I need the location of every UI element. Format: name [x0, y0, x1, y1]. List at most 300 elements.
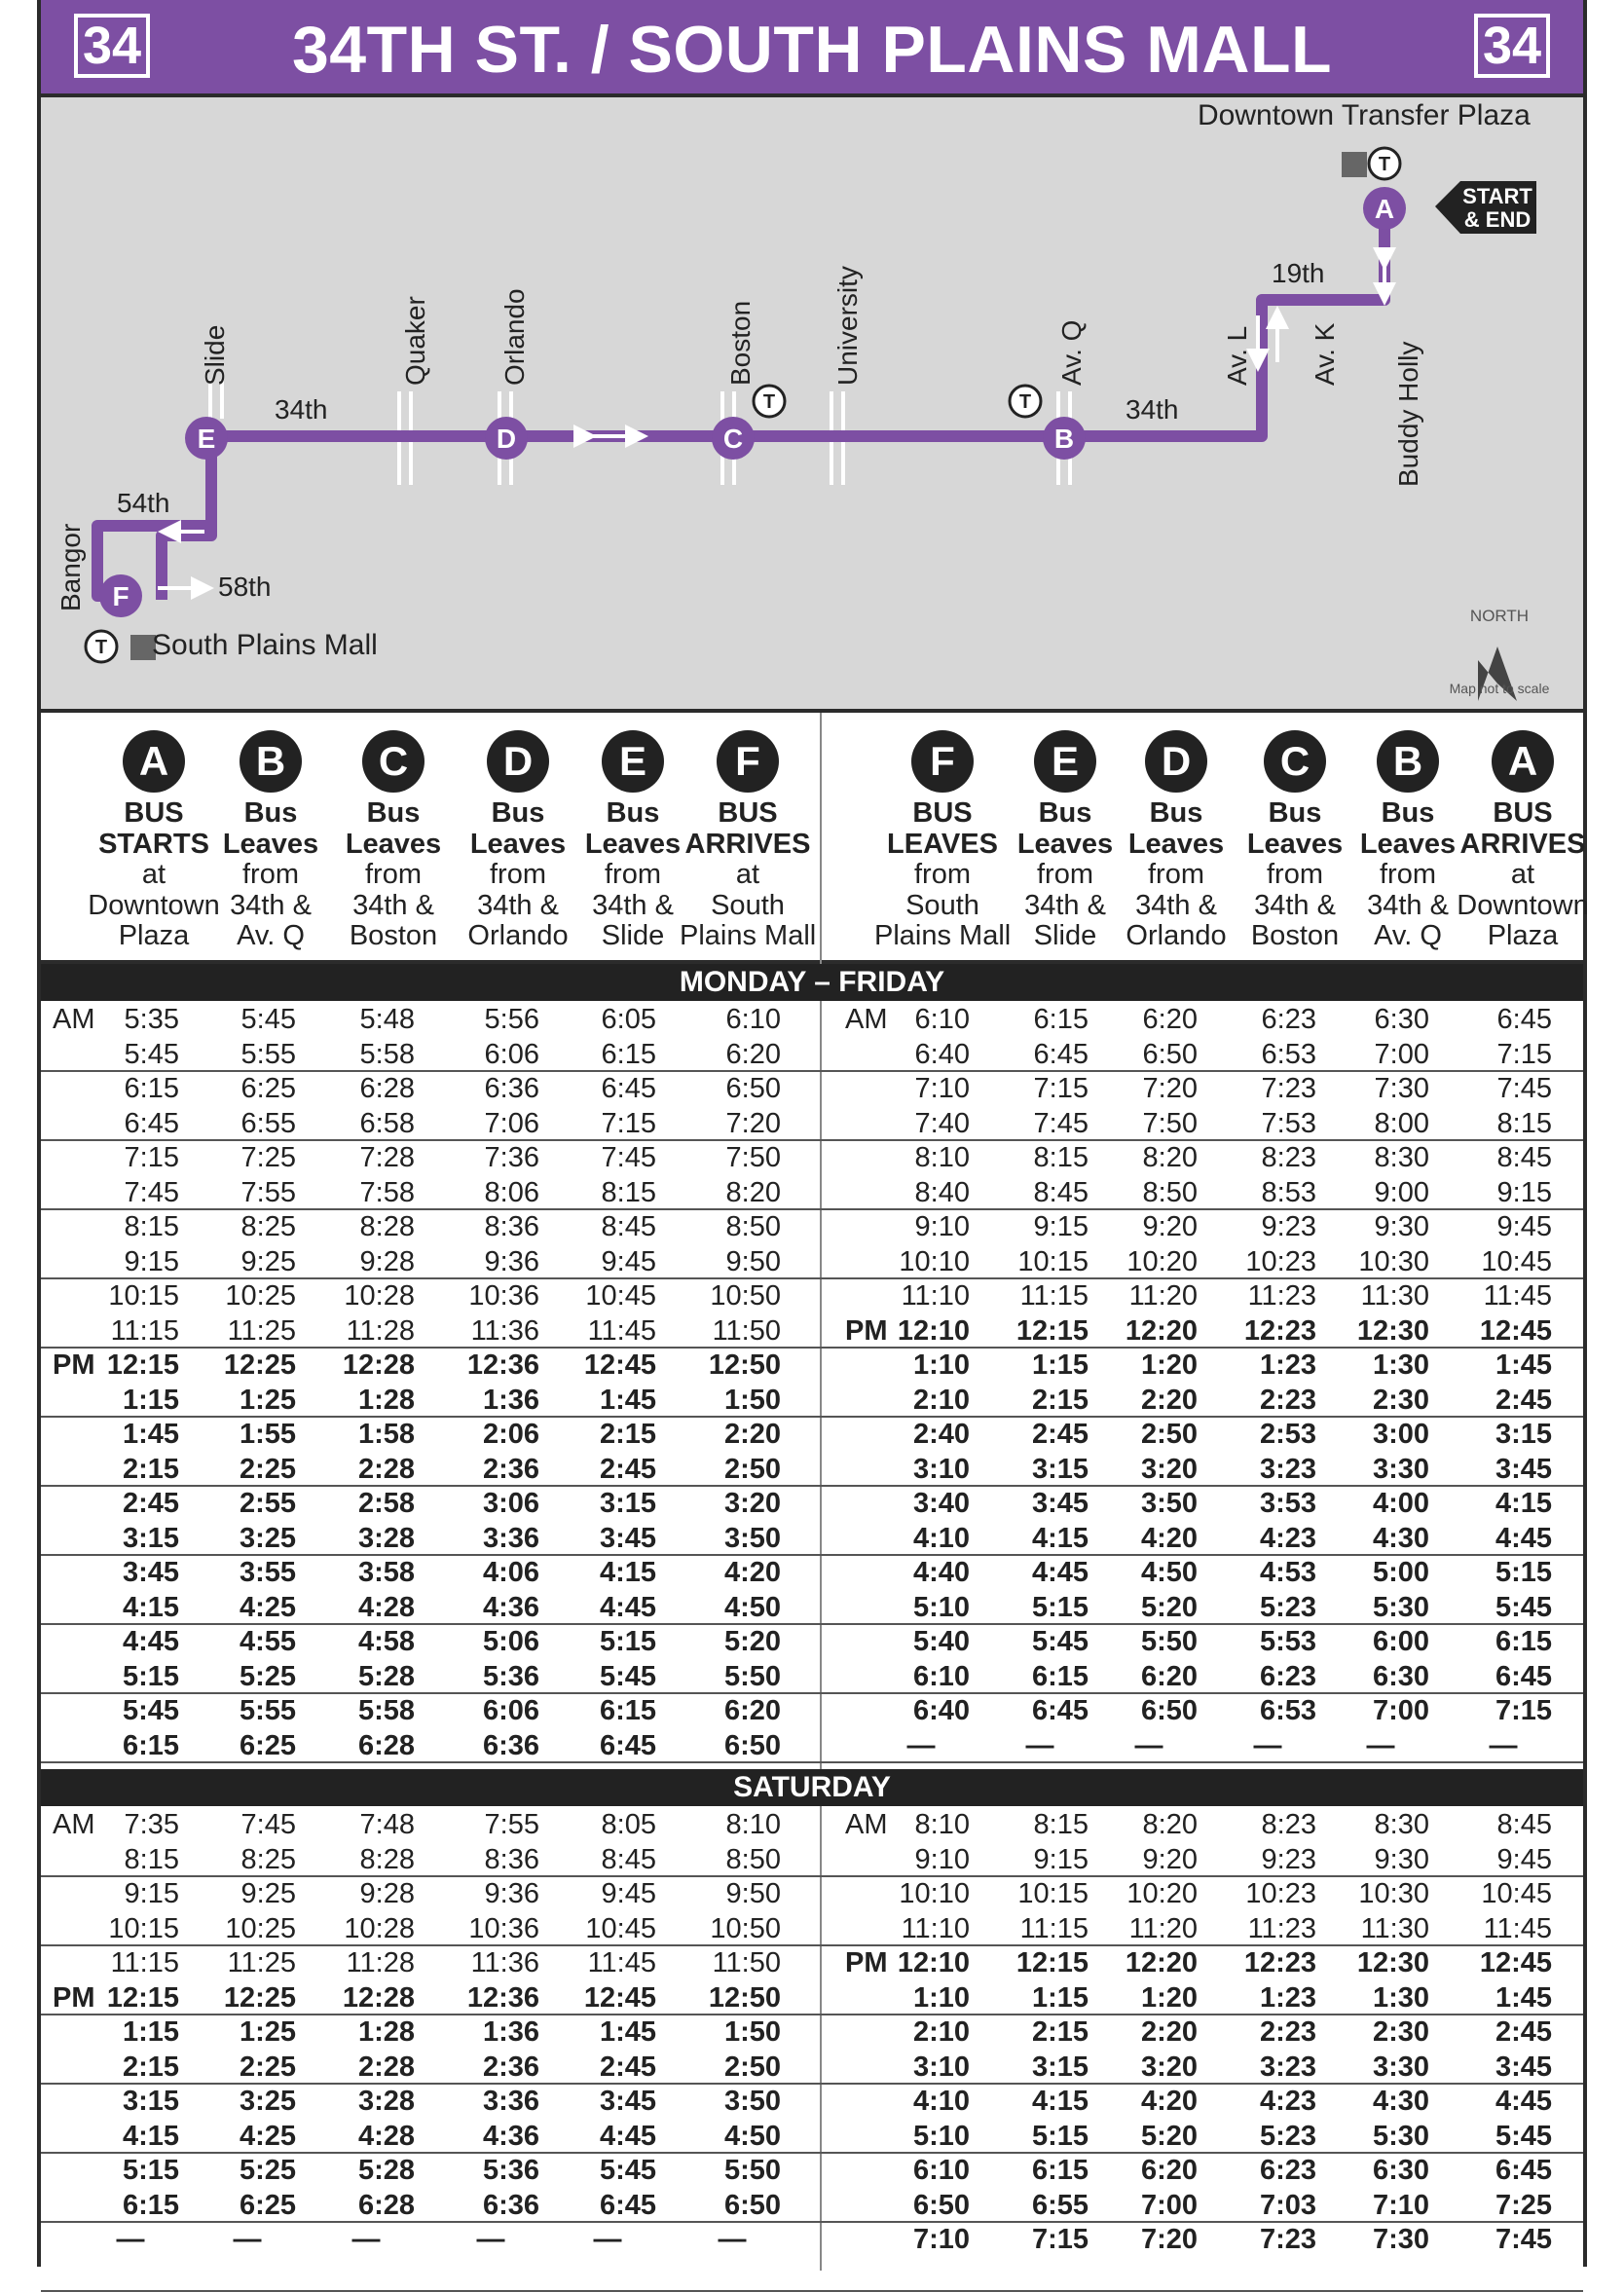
outbound-time-cell: 12:36 — [466, 1981, 539, 2014]
inbound-time-cell: — — [1025, 1729, 1054, 1761]
header-line: at — [141, 859, 166, 890]
inbound-time-cell: 7:53 — [1261, 1107, 1316, 1139]
outbound-time-cell: 6:45 — [601, 1073, 656, 1104]
section-title: SATURDAY — [41, 1769, 1583, 1806]
outbound-time-cell: 3:36 — [482, 2086, 539, 2117]
outbound-time-cell: 6:15 — [122, 2189, 179, 2221]
inbound-time-cell: 6:10 — [912, 1660, 970, 1692]
inbound-time-cell: 3:30 — [1372, 2051, 1429, 2083]
inbound-time-cell: 4:20 — [1140, 1522, 1198, 1554]
outbound-time-cell: 11:15 — [110, 1947, 179, 1978]
stop-letter-badge: E — [1034, 730, 1096, 793]
street-quaker: Quaker — [400, 296, 430, 386]
inbound-time-cell: 4:45 — [1495, 1522, 1552, 1554]
inbound-time-cell: 5:40 — [912, 1626, 970, 1657]
outbound-time-cell: 9:28 — [359, 1245, 415, 1277]
am-label: AM — [845, 1809, 888, 1840]
header-line: Plains Mall — [874, 920, 1012, 951]
inbound-time-cell: 5:53 — [1259, 1626, 1316, 1657]
inbound-time-cell: 5:30 — [1372, 1591, 1429, 1623]
page-title: 34TH ST. / SOUTH PLAINS MALL — [291, 13, 1333, 87]
outbound-header-b — [203, 730, 339, 952]
stop-letter-badge: F — [911, 730, 974, 793]
inbound-time-cell: 4:50 — [1140, 1557, 1198, 1588]
header-line: from — [365, 859, 422, 890]
inbound-time-cell: 7:25 — [1495, 2189, 1552, 2221]
inbound-time-cell: 7:40 — [914, 1107, 970, 1139]
inbound-time-cell: 10:45 — [1481, 1878, 1552, 1909]
outbound-time-cell: 7:28 — [359, 1142, 415, 1173]
header-line: ARRIVES — [684, 828, 811, 860]
inbound-time-cell: 12:10 — [897, 1947, 970, 1978]
outbound-time-cell: 5:06 — [482, 1626, 539, 1657]
outbound-time-cell: 2:15 — [122, 2051, 179, 2083]
outbound-time-cell: 8:36 — [484, 1211, 539, 1242]
outbound-time-cell: 10:36 — [468, 1912, 539, 1944]
inbound-time-cell: 7:00 — [1140, 2189, 1198, 2221]
inbound-time-cell: 10:20 — [1126, 1878, 1198, 1909]
inbound-time-cell: 7:45 — [1033, 1107, 1089, 1139]
outbound-time-cell: 9:45 — [601, 1245, 656, 1277]
route-map — [41, 97, 1583, 713]
inbound-time-cell: 4:23 — [1259, 1522, 1316, 1554]
inbound-time-cell: 7:20 — [1140, 2224, 1198, 2255]
inbound-time-cell: — — [1366, 1729, 1395, 1761]
outbound-time-cell: 10:36 — [468, 1280, 539, 1312]
outbound-time-cell: 4:45 — [599, 2120, 656, 2152]
svg-text:T: T — [1378, 154, 1391, 175]
header-line: Downtown — [88, 889, 220, 921]
outbound-time-cell: 11:25 — [227, 1947, 296, 1978]
inbound-time-cell: 6:53 — [1261, 1038, 1316, 1070]
inbound-time-cell: 4:45 — [1031, 1557, 1089, 1588]
stop-letter-badge: C — [362, 730, 424, 793]
outbound-time-cell: 6:25 — [240, 1073, 296, 1104]
outbound-time-cell: 7:36 — [484, 1142, 539, 1173]
inbound-time-cell: 6:15 — [1031, 2155, 1089, 2186]
outbound-time-cell: 2:25 — [239, 1453, 296, 1485]
inbound-time-cell: 4:20 — [1140, 2086, 1198, 2117]
inbound-time-cell: 9:10 — [914, 1843, 970, 1875]
outbound-time-cell: 4:55 — [239, 1626, 296, 1657]
inbound-time-cell: 1:23 — [1259, 1981, 1316, 2014]
outbound-time-cell: 1:58 — [357, 1419, 415, 1450]
inbound-time-cell: 11:20 — [1128, 1280, 1198, 1312]
outbound-time-cell: 8:25 — [240, 1843, 296, 1875]
outbound-header-a — [86, 730, 222, 952]
inbound-time-cell: 6:10 — [914, 1004, 970, 1035]
outbound-time-cell: 8:50 — [725, 1211, 781, 1242]
outbound-time-cell: 7:25 — [240, 1142, 296, 1173]
outbound-time-cell: 6:36 — [484, 1073, 539, 1104]
outbound-header-c — [325, 730, 461, 952]
inbound-time-cell: 12:15 — [1015, 1314, 1089, 1347]
route-number-badge-right: 34 — [1474, 14, 1550, 78]
outbound-time-cell: 3:28 — [357, 2086, 415, 2117]
header-line: Leaves — [345, 828, 442, 860]
outbound-time-cell: 6:25 — [239, 1729, 296, 1761]
inbound-time-cell: 4:15 — [1031, 2086, 1089, 2117]
header-line: Boston — [349, 920, 438, 951]
outbound-time-cell: 2:45 — [122, 1488, 179, 1519]
outbound-time-cell: — — [351, 2224, 381, 2255]
downtown-label: Downtown Transfer Plaza — [1198, 99, 1531, 131]
header-line: Leaves — [469, 828, 567, 860]
outbound-time-cell: 5:35 — [124, 1004, 179, 1035]
outbound-time-cell: 10:15 — [108, 1280, 179, 1312]
inbound-time-cell: 5:15 — [1031, 1591, 1089, 1623]
inbound-time-cell: 11:30 — [1360, 1912, 1429, 1944]
outbound-time-cell: 6:58 — [359, 1107, 415, 1139]
outbound-time-cell: 4:50 — [723, 1591, 781, 1623]
outbound-time-cell: 4:20 — [723, 1557, 781, 1588]
outbound-time-cell: 12:50 — [708, 1349, 781, 1381]
inbound-time-cell: 8:50 — [1142, 1176, 1198, 1208]
inbound-time-cell: 8:15 — [1033, 1142, 1089, 1173]
inbound-time-cell: 10:20 — [1126, 1245, 1198, 1277]
inbound-time-cell: 12:15 — [1015, 1947, 1089, 1978]
inbound-time-cell: 3:10 — [912, 2051, 970, 2083]
route-number-badge-left: 34 — [74, 14, 150, 78]
header-line: ARRIVES — [1459, 828, 1586, 860]
outbound-time-cell: 10:28 — [344, 1280, 415, 1312]
street-34th-west: 34th — [275, 394, 328, 425]
street-slide: Slide — [200, 324, 230, 386]
inbound-time-cell: 11:20 — [1128, 1912, 1198, 1944]
header-line: BUS — [718, 797, 778, 829]
inbound-time-cell: 8:20 — [1142, 1142, 1198, 1173]
header-line: LEAVES — [887, 828, 998, 860]
inbound-time-cell: 3:23 — [1259, 2051, 1316, 2083]
outbound-time-cell: 3:20 — [723, 1488, 781, 1519]
inbound-time-cell: 12:20 — [1125, 1947, 1198, 1978]
outbound-time-cell: 6:28 — [359, 1073, 415, 1104]
stop-letter-badge: A — [123, 730, 185, 793]
outbound-time-cell: 1:50 — [723, 1384, 781, 1416]
outbound-time-cell: 9:25 — [240, 1878, 296, 1909]
outbound-time-cell: 6:45 — [599, 2189, 656, 2221]
header-line: Downtown — [1457, 889, 1589, 921]
outbound-time-cell: 12:25 — [223, 1981, 296, 2014]
outbound-time-cell: 4:25 — [239, 1591, 296, 1623]
outbound-time-cell: 5:50 — [723, 1660, 781, 1692]
outbound-time-cell: 5:58 — [357, 1695, 415, 1726]
inbound-time-cell: 6:45 — [1496, 1004, 1552, 1035]
inbound-time-cell: 6:50 — [1140, 1695, 1198, 1726]
inbound-time-cell: 3:53 — [1259, 1488, 1316, 1519]
header-line: Bus — [1038, 797, 1092, 829]
outbound-time-cell: 11:45 — [587, 1314, 656, 1347]
inbound-time-cell: 4:30 — [1372, 1522, 1429, 1554]
inbound-time-cell: 7:30 — [1372, 2224, 1429, 2255]
street-bangor: Bangor — [55, 523, 86, 611]
inbound-time-cell: 1:20 — [1140, 1981, 1198, 2014]
inbound-time-cell: 2:45 — [1495, 2016, 1552, 2048]
inbound-time-cell: 6:10 — [912, 2155, 970, 2186]
inbound-time-cell: 3:15 — [1031, 1453, 1089, 1485]
outbound-header-f — [680, 730, 816, 952]
inbound-time-cell: 11:10 — [901, 1912, 970, 1944]
inbound-time-cell: 8:30 — [1374, 1809, 1429, 1840]
inbound-time-cell: 6:15 — [1031, 1660, 1089, 1692]
outbound-time-cell: 7:20 — [725, 1107, 781, 1139]
stop-letter-badge: F — [717, 730, 779, 793]
outbound-time-cell: 8:50 — [725, 1843, 781, 1875]
inbound-time-cell: 3:20 — [1140, 1453, 1198, 1485]
inbound-time-cell: 5:45 — [1495, 1591, 1552, 1623]
header-line: South — [905, 889, 979, 921]
inbound-time-cell: 2:30 — [1372, 1384, 1429, 1416]
outbound-time-cell: 3:15 — [122, 2086, 179, 2117]
outbound-time-cell: 2:15 — [122, 1453, 179, 1485]
inbound-time-cell: — — [1489, 1729, 1518, 1761]
outbound-time-cell: 8:45 — [601, 1843, 656, 1875]
inbound-time-cell: 4:00 — [1372, 1488, 1429, 1519]
inbound-time-cell: 4:15 — [1495, 1488, 1552, 1519]
inbound-time-cell: 3:00 — [1372, 1419, 1429, 1450]
header-line: Bus — [366, 797, 421, 829]
outbound-time-cell: 6:06 — [482, 1695, 539, 1726]
header-bar — [41, 0, 1583, 97]
inbound-time-cell: 9:15 — [1033, 1843, 1089, 1875]
header-line: 34th & — [1254, 889, 1336, 921]
outbound-time-cell: 6:36 — [482, 1729, 539, 1761]
outbound-time-cell: 5:55 — [240, 1038, 296, 1070]
end-label: & END — [1463, 207, 1532, 232]
outbound-time-cell: 2:50 — [723, 1453, 781, 1485]
outbound-time-cell: 9:45 — [601, 1878, 656, 1909]
outbound-time-cell: 5:28 — [357, 2155, 415, 2186]
header-line: BUS — [1493, 797, 1553, 829]
outbound-time-cell: 3:15 — [122, 1522, 179, 1554]
inbound-time-cell: 1:15 — [1031, 1349, 1089, 1381]
outbound-time-cell: 1:28 — [357, 2016, 415, 2048]
outbound-time-cell: 5:45 — [124, 1038, 179, 1070]
outbound-time-cell: 6:15 — [122, 1729, 179, 1761]
inbound-time-cell: 8:10 — [914, 1142, 970, 1173]
header-line: Av. Q — [1374, 920, 1442, 951]
outbound-time-cell: 11:28 — [346, 1947, 415, 1978]
outbound-time-cell: 3:50 — [723, 2086, 781, 2117]
inbound-time-cell: 3:50 — [1140, 1488, 1198, 1519]
inbound-time-cell: 7:23 — [1259, 2224, 1316, 2255]
outbound-time-cell: 10:50 — [710, 1912, 781, 1944]
inbound-time-cell: 9:15 — [1496, 1176, 1552, 1208]
start-label: START — [1462, 184, 1532, 208]
inbound-time-cell: 3:15 — [1031, 2051, 1089, 2083]
inbound-time-cell: 10:23 — [1245, 1245, 1316, 1277]
inbound-time-cell: 3:45 — [1495, 1453, 1552, 1485]
inbound-time-cell: 2:40 — [912, 1419, 970, 1450]
inbound-time-cell: 7:00 — [1372, 1695, 1429, 1726]
inbound-time-cell: 2:23 — [1259, 1384, 1316, 1416]
inbound-time-cell: 12:23 — [1243, 1947, 1316, 1978]
outbound-time-cell: 5:36 — [482, 2155, 539, 2186]
outbound-time-cell: 5:56 — [484, 1004, 539, 1035]
inbound-time-cell: 8:23 — [1261, 1809, 1316, 1840]
inbound-time-cell: 9:15 — [1033, 1211, 1089, 1242]
header-line: Bus — [491, 797, 545, 829]
outbound-time-cell: 6:45 — [599, 1729, 656, 1761]
header-line: 34th & — [1367, 889, 1449, 921]
outbound-time-cell: 2:36 — [482, 1453, 539, 1485]
inbound-time-cell: 5:20 — [1140, 2120, 1198, 2152]
inbound-time-cell: 6:20 — [1140, 2155, 1198, 2186]
inbound-time-cell: 10:15 — [1017, 1878, 1089, 1909]
inbound-header-d — [1108, 730, 1244, 952]
outbound-time-cell: 11:25 — [227, 1314, 296, 1347]
outbound-time-cell: 8:10 — [725, 1809, 781, 1840]
stop-letter-badge: D — [487, 730, 549, 793]
street-19th: 19th — [1272, 258, 1325, 288]
outbound-time-cell: 1:45 — [122, 1419, 179, 1450]
pm-label: PM — [845, 1314, 888, 1347]
column-headers — [41, 713, 1589, 964]
outbound-time-cell: 5:36 — [482, 1660, 539, 1692]
inbound-time-cell: 6:45 — [1031, 1695, 1089, 1726]
header-line: Leaves — [222, 828, 319, 860]
header-line: 34th & — [1024, 889, 1106, 921]
outbound-time-cell: 6:55 — [240, 1107, 296, 1139]
stop-b-letter: B — [1053, 424, 1075, 454]
outbound-time-cell: 4:15 — [122, 2120, 179, 2152]
outbound-time-cell: 10:15 — [108, 1912, 179, 1944]
inbound-time-cell: 9:23 — [1261, 1211, 1316, 1242]
outbound-time-cell: 4:15 — [122, 1591, 179, 1623]
outbound-time-cell: 3:50 — [723, 1522, 781, 1554]
inbound-time-cell: 3:40 — [912, 1488, 970, 1519]
outbound-time-cell: 10:25 — [225, 1912, 296, 1944]
header-line: Bus — [1381, 797, 1435, 829]
svg-text:T: T — [1018, 391, 1032, 413]
outbound-time-cell: 1:25 — [239, 1384, 296, 1416]
street-av-q: Av. Q — [1056, 319, 1087, 386]
outbound-time-cell: 5:55 — [239, 1695, 296, 1726]
outbound-time-cell: 9:25 — [240, 1245, 296, 1277]
inbound-time-cell: 12:20 — [1125, 1314, 1198, 1347]
stop-d-letter: D — [496, 424, 517, 454]
outbound-time-cell: 12:15 — [106, 1349, 179, 1381]
outbound-time-cell: 6:50 — [725, 1073, 781, 1104]
outbound-time-cell: 1:55 — [239, 1419, 296, 1450]
outbound-time-cell: 1:36 — [482, 2016, 539, 2048]
outbound-time-cell: 11:36 — [470, 1314, 539, 1347]
inbound-time-cell: 7:15 — [1496, 1038, 1552, 1070]
inbound-time-cell: 11:30 — [1360, 1280, 1429, 1312]
outbound-time-cell: 11:15 — [110, 1314, 179, 1347]
inbound-time-cell: 8:45 — [1496, 1142, 1552, 1173]
inbound-time-cell: 4:10 — [912, 1522, 970, 1554]
header-line: Leaves — [1246, 828, 1344, 860]
outbound-time-cell: 1:28 — [357, 1384, 415, 1416]
outbound-time-cell: 10:28 — [344, 1912, 415, 1944]
header-line: BUS — [912, 797, 973, 829]
inbound-time-cell: 2:30 — [1372, 2016, 1429, 2048]
am-label: AM — [53, 1809, 95, 1840]
outbound-time-cell: 6:06 — [484, 1038, 539, 1070]
outbound-time-cell: 5:25 — [239, 1660, 296, 1692]
inbound-time-cell: 7:00 — [1374, 1038, 1429, 1070]
header-line: from — [1037, 859, 1093, 890]
inbound-time-cell: 2:15 — [1031, 1384, 1089, 1416]
direction-arrows — [158, 259, 1384, 588]
inbound-time-cell: 12:23 — [1243, 1314, 1316, 1347]
outbound-time-cell: 6:28 — [357, 1729, 415, 1761]
pm-label: PM — [845, 1947, 888, 1978]
outbound-time-cell: 5:45 — [599, 2155, 656, 2186]
inbound-time-cell: 6:40 — [912, 1695, 970, 1726]
inbound-time-cell: 2:53 — [1259, 1419, 1316, 1450]
inbound-time-cell: 12:45 — [1479, 1314, 1552, 1347]
inbound-time-cell: 8:00 — [1374, 1107, 1429, 1139]
outbound-time-cell: 10:50 — [710, 1280, 781, 1312]
street-54th: 54th — [117, 488, 170, 518]
header-line: Leaves — [584, 828, 682, 860]
street-university: University — [832, 266, 863, 386]
header-line: Boston — [1250, 920, 1340, 951]
inbound-time-cell: 7:30 — [1374, 1073, 1429, 1104]
inbound-time-cell: 8:45 — [1033, 1176, 1089, 1208]
outbound-time-cell: 4:28 — [357, 1591, 415, 1623]
outbound-time-cell: 5:45 — [240, 1004, 296, 1035]
inbound-time-cell: 7:10 — [914, 1073, 970, 1104]
outbound-time-cell: 8:15 — [124, 1211, 179, 1242]
inbound-time-cell: — — [906, 1729, 936, 1761]
street-labels — [55, 99, 1531, 661]
outbound-time-cell: 3:25 — [239, 2086, 296, 2117]
inbound-time-cell: 4:15 — [1031, 1522, 1089, 1554]
header-line: Leaves — [1016, 828, 1114, 860]
outbound-time-cell: 2:36 — [482, 2051, 539, 2083]
inbound-time-cell: 9:10 — [914, 1211, 970, 1242]
inbound-time-cell: 4:40 — [912, 1557, 970, 1588]
inbound-time-cell: 5:15 — [1031, 2120, 1089, 2152]
outbound-time-cell: 5:48 — [359, 1004, 415, 1035]
outbound-time-cell: 12:28 — [342, 1981, 415, 2014]
outbound-time-cell: 6:20 — [725, 1038, 781, 1070]
svg-text:T: T — [762, 391, 776, 413]
outbound-time-cell: 5:25 — [239, 2155, 296, 2186]
header-line: Plaza — [118, 920, 190, 951]
svg-text:T: T — [94, 637, 108, 658]
outbound-time-cell: 11:45 — [587, 1947, 656, 1978]
inbound-time-cell: 5:10 — [912, 1591, 970, 1623]
inbound-time-cell: 11:10 — [901, 1280, 970, 1312]
inbound-time-cell: 6:15 — [1495, 1626, 1552, 1657]
outbound-time-cell: 12:25 — [223, 1349, 296, 1381]
outbound-time-cell: 1:25 — [239, 2016, 296, 2048]
inbound-time-cell: 9:30 — [1374, 1211, 1429, 1242]
header-line: BUS — [124, 797, 184, 829]
outbound-time-cell: 4:58 — [357, 1626, 415, 1657]
inbound-time-cell: 2:23 — [1259, 2016, 1316, 2048]
inbound-time-cell: 8:15 — [1033, 1809, 1089, 1840]
inbound-time-cell: 6:45 — [1033, 1038, 1089, 1070]
header-line: from — [242, 859, 299, 890]
outbound-time-cell: 2:28 — [357, 2051, 415, 2083]
inbound-time-cell: 6:00 — [1372, 1626, 1429, 1657]
inbound-time-cell: 10:10 — [899, 1878, 970, 1909]
outbound-time-cell: 4:45 — [122, 1626, 179, 1657]
inbound-time-cell: 6:30 — [1372, 2155, 1429, 2186]
outbound-time-cell: 3:28 — [357, 1522, 415, 1554]
outbound-time-cell: 6:05 — [601, 1004, 656, 1035]
inbound-time-cell: 1:15 — [1031, 1981, 1089, 2014]
header-line: 34th & — [477, 889, 559, 921]
inbound-time-cell: 7:23 — [1261, 1073, 1316, 1104]
stop-letter-badge: E — [602, 730, 664, 793]
inbound-time-cell: 1:10 — [912, 1349, 970, 1381]
